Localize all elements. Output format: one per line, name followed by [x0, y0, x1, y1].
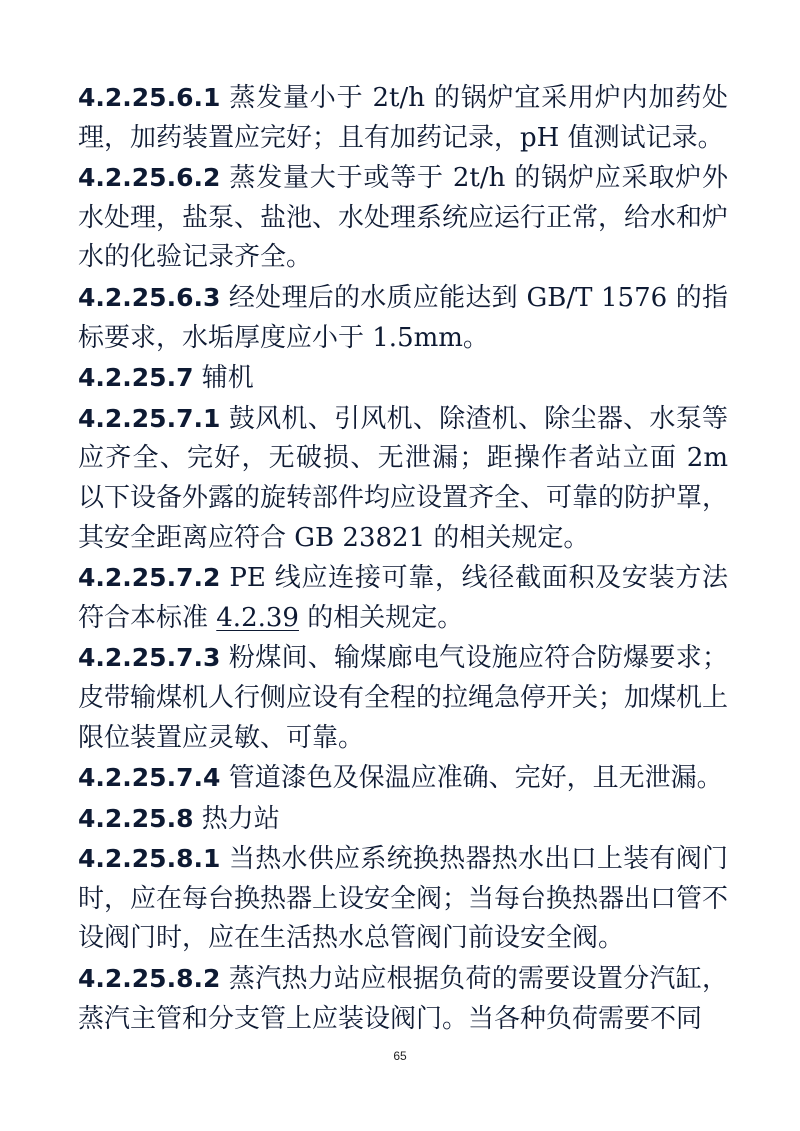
clause-4-2-25-7-1: [78, 399, 728, 558]
clause-4-2-25-8: [78, 799, 728, 840]
clause-4-2-25-7-2: [78, 558, 728, 638]
clause-4-2-25-8-1: [78, 839, 728, 959]
clause-number: 4.2.25.6.1: [78, 83, 221, 112]
clause-number: 4.2.25.7.2: [78, 563, 221, 593]
clause-4-2-25-7: [78, 358, 728, 399]
clause-number: 4.2.25.6.2: [78, 163, 221, 193]
clause-number: 4.2.25.7.1: [78, 403, 221, 433]
clause-text: 鼓风机、引风机、除渣机、除尘器、水泵等应齐全、完好，无破损、无泄漏；距操作者站立面 2m 以下设备外露的旋转部件均应设置齐全、可靠的防护罩，其安全距离应符合 GB 23821 的相关规定。: [78, 403, 729, 553]
clause-4-2-25-6-2: [78, 158, 728, 278]
clause-text: 蒸发量大于或等于 2t/h 的锅炉应采取炉外水处理，盐泵、盐池、水处理系统应运行正常，给水和炉水的化验记录齐全。: [78, 163, 729, 273]
section-number: 4.2.25.7: [78, 363, 194, 393]
clause-number: 4.2.25.6.3: [78, 282, 221, 312]
clause-text: 蒸汽热力站应根据负荷的需要设置分汽缸，蒸汽主管和分支管上应装设阀门。当各种负荷需要不同: [78, 964, 728, 1034]
clause-4-2-25-6-3: [78, 278, 728, 358]
section-title: 辅机: [193, 363, 254, 394]
clause-text: 粉煤间、输煤廊电气设施应符合防爆要求；皮带输煤机人行侧应设有全程的拉绳急停开关；加煤机上限位装置应灵敏、可靠。: [78, 643, 729, 753]
clause-number: 4.2.25.8.2: [78, 964, 221, 994]
clause-text-tail: 的相关规定。: [298, 602, 464, 633]
clause-text: 蒸发量小于 2t/h 的锅炉宜采用炉内加药处理，加药装置应完好；且有加药记录，pH 值测试记录。: [78, 83, 728, 153]
clause-text: 经处理后的水质应能达到 GB/T 1576 的指标要求，水垢厚度应小于 1.5mm。: [78, 282, 728, 353]
clause-4-2-25-7-4: [78, 758, 728, 799]
clause-4-2-25-6-1: [78, 78, 728, 158]
clause-4-2-25-7-3: [78, 638, 728, 758]
clause-text: 当热水供应系统换热器热水出口上装有阀门时，应在每台换热器上设安全阀；当每台换热器出口管不设阀门时，应在生活热水总管阀门前设安全阀。: [78, 844, 729, 954]
section-number: 4.2.25.8: [78, 803, 194, 833]
clause-text: 管道漆色及保温应准确、完好，且无泄漏。: [220, 763, 723, 794]
clause-number: 4.2.25.8.1: [78, 844, 221, 874]
document-body: [78, 78, 728, 1039]
clause-number: 4.2.25.7.4: [78, 763, 221, 793]
clause-text: PE 线应连接可靠，线径截面积及安装方法符合本标准: [78, 563, 728, 633]
page-number: 65: [393, 1049, 407, 1063]
clause-number: 4.2.25.7.3: [78, 643, 221, 673]
section-title: 热力站: [193, 803, 280, 834]
clause-4-2-25-8-2: [78, 959, 728, 1039]
clause-reference-link[interactable]: 4.2.39: [216, 602, 299, 633]
